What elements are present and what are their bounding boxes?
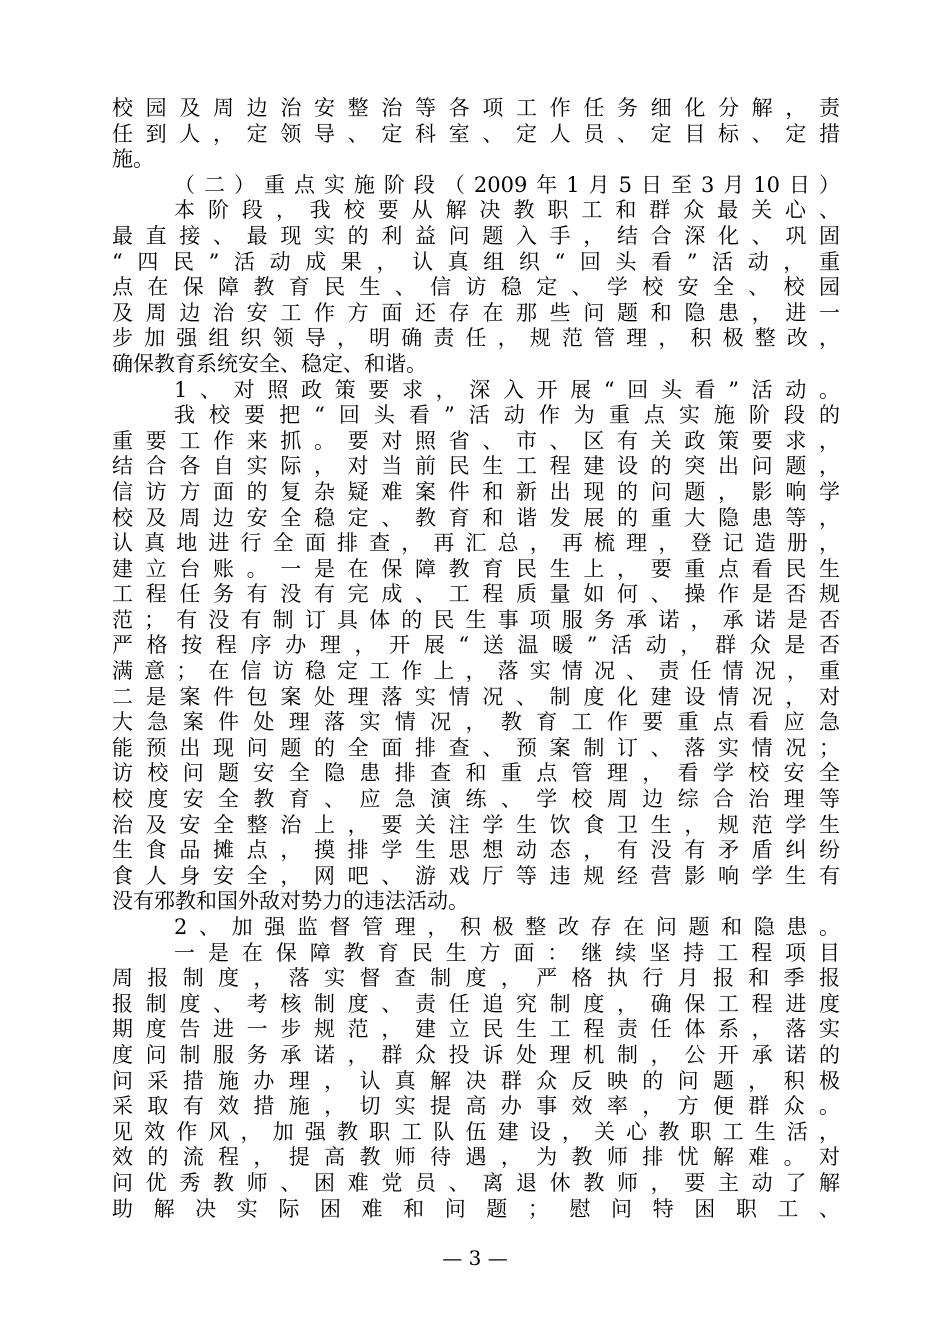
text-line: “四民”活动成果，认真组织“回头看”活动，重 bbox=[112, 249, 840, 274]
text-line: 严格按程序办理，开展“送温暖”活动，群众是否 bbox=[112, 633, 840, 658]
text-line: 步加强组织领导，明确责任，规范管理，积极整改， bbox=[112, 326, 840, 351]
text-line: 本阶段，我校要从解决教职工和群众最关心、 bbox=[174, 198, 840, 223]
text-line: 度问制服务承诺，群众投诉处理机制，公开承诺的 bbox=[112, 1042, 840, 1067]
text-line: 治及安全整治上，要关注学生饮食卫生，规范学生 bbox=[112, 812, 840, 837]
page-number: — 3 — bbox=[442, 1246, 508, 1270]
text-line: 点在保障教育民生、信访稳定、学校安全、校园 bbox=[112, 275, 840, 300]
document-body bbox=[112, 96, 840, 1222]
text-line: 1、对照政策要求，深入开展“回头看”活动。 bbox=[174, 377, 840, 402]
text-line: 信访方面的复杂疑难案件和新出现的问题，影响学 bbox=[112, 479, 840, 504]
text-line: （二）重点实施阶段（2009年1月5日至3月10日） bbox=[174, 172, 840, 197]
text-line: 校园及周边治安整治等各项工作任务细化分解，责 bbox=[112, 96, 840, 120]
text-line: 重要工作来抓。要对照省、市、区有关政策要求， bbox=[112, 428, 840, 453]
text-line: 大急案件处理落实情况，教育工作要重点看应急 bbox=[112, 710, 840, 735]
text-line: 认真地进行全面排查，再汇总，再梳理，登记造册， bbox=[112, 531, 840, 556]
text-line: 施。 bbox=[112, 147, 154, 172]
text-line: 周报制度，落实督查制度，严格执行月报和季报 bbox=[112, 966, 840, 991]
text-line: 满意；在信访稳定工作上，落实情况、责任情况，重 bbox=[112, 659, 840, 684]
text-line: 采取有效措施，切实提高办事效率，方便群众。 bbox=[112, 1094, 840, 1119]
text-line: 及周边治安工作方面还存在那些问题和隐患，进一 bbox=[112, 300, 840, 325]
text-line: 一是在保障教育民生方面：继续坚持工程项目 bbox=[174, 940, 840, 965]
text-line: 食人身安全，网吧、游戏厅等违规经营影响学生有 bbox=[112, 863, 840, 888]
text-line: 问采措施办理，认真解决群众反映的问题，积极 bbox=[112, 1068, 840, 1093]
text-line: 结合各自实际，对当前民生工程建设的突出问题， bbox=[112, 454, 840, 479]
text-line: 工程任务有没有完成、工程质量如何、操作是否规 bbox=[112, 582, 840, 607]
text-line: 最直接、最现实的利益问题入手，结合深化、巩固 bbox=[112, 223, 840, 248]
text-line: 建立台账。一是在保障教育民生上，要重点看民生 bbox=[112, 556, 840, 581]
text-line: 效的流程，提高教师待遇，为教师排忧解难。对 bbox=[112, 1145, 840, 1170]
text-line: 生食品摊点，摸排学生思想动态，有没有矛盾纠纷 bbox=[112, 838, 840, 863]
text-line: 问优秀教师、困难党员、离退休教师，要主动了解 bbox=[112, 1170, 840, 1195]
text-line: 见效作风，加强教职工队伍建设，关心教职工生活， bbox=[112, 1119, 840, 1144]
text-line: 校度安全教育、应急演练、学校周边综合治理等 bbox=[112, 787, 840, 812]
text-line: 能预出现问题的全面排查、预案制订、落实情况； bbox=[112, 735, 840, 760]
text-line: 任到人，定领导、定科室、定人员、定目标、定措 bbox=[112, 121, 840, 146]
text-line: 确保教育系统安全、稳定、和谐。 bbox=[112, 351, 427, 376]
text-line: 范；有没有制订具体的民生事项服务承诺，承诺是否 bbox=[112, 607, 840, 632]
text-line: 我校要把“回头看”活动作为重点实施阶段的 bbox=[174, 403, 840, 428]
text-line: 校及周边安全稳定、教育和谐发展的重大隐患等， bbox=[112, 505, 840, 530]
text-line: 报制度、考核制度、责任追究制度，确保工程进度 bbox=[112, 991, 840, 1016]
text-line: 助解决实际困难和问题；慰问特困职工、 bbox=[112, 1196, 840, 1221]
text-line: 二是案件包案处理落实情况、制度化建设情况，对 bbox=[112, 684, 840, 709]
text-line: 访校问题安全隐患排查和重点管理，看学校安全 bbox=[112, 761, 840, 786]
text-line: 没有邪教和国外敌对势力的违法活动。 bbox=[112, 889, 469, 914]
text-line: 2、加强监督管理，积极整改存在问题和隐患。 bbox=[174, 915, 840, 939]
text-line: 期度告进一步规范，建立民生工程责任体系，落实 bbox=[112, 1017, 840, 1042]
